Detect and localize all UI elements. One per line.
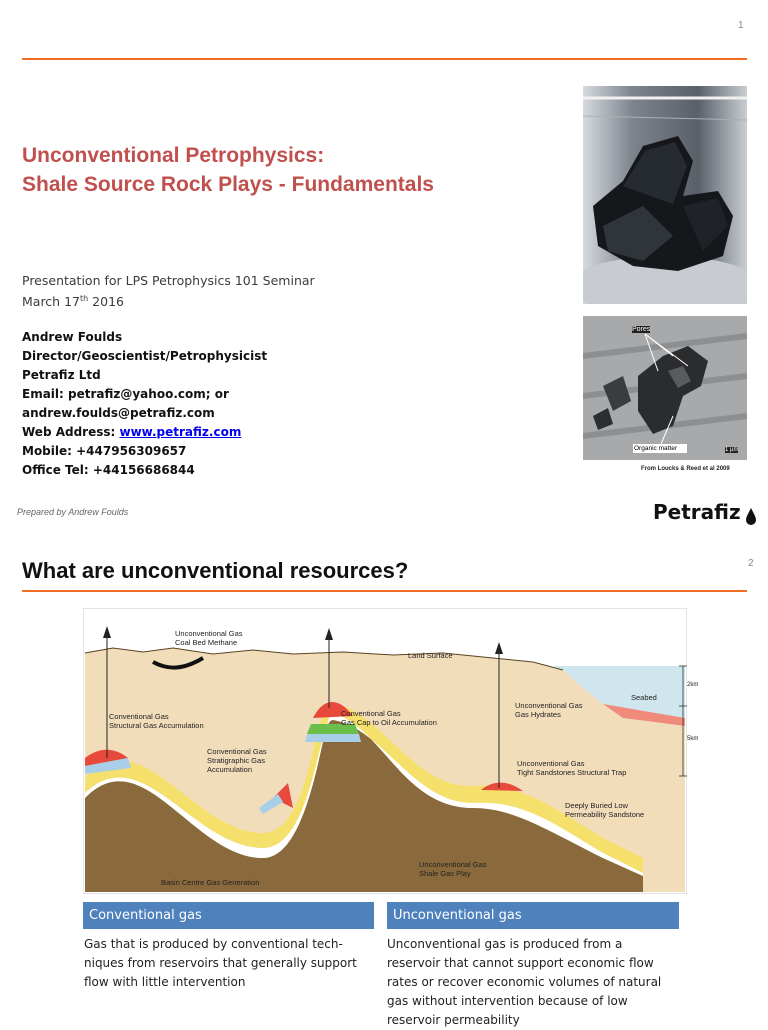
sem-organic-label: Organic matter (634, 445, 677, 452)
label-struct-2: Structural Gas Accumulation (109, 721, 204, 730)
page-number: 1 (738, 20, 744, 31)
label-hyd-2: Gas Hydrates (515, 710, 561, 719)
presentation-info (22, 272, 315, 311)
conventional-gas-header: Conventional gas (83, 902, 374, 929)
unconv-line-5: reservoir permeability (387, 1013, 520, 1027)
web-label: Web Address: (22, 425, 120, 439)
unconv-line-3: rates or recover economic volumes of natural (387, 975, 662, 989)
sem-image (583, 316, 747, 460)
author-office: Office Tel: +44156686844 (22, 463, 195, 477)
label-deep-1: Deeply Buried Low (565, 801, 628, 810)
unconv-line-4: gas without intervention because of low (387, 994, 628, 1008)
conv-line-1: Gas that is produced by conventional tech- (84, 937, 343, 951)
conventional-gas-text (84, 935, 374, 992)
label-shale-1: Unconventional Gas (419, 860, 487, 869)
slide2-title: What are unconventional resources? (22, 558, 409, 583)
image-caption: From Loucks & Reed et al 2009 (641, 466, 730, 472)
unconv-line-2: reservoir that cannot support economic flow (387, 956, 654, 970)
date-sup: th (79, 294, 89, 303)
web-link[interactable]: www.petrafiz.com (119, 425, 242, 439)
label-deep-sand (565, 801, 644, 819)
slide-title (22, 141, 562, 199)
label-hydrates (515, 701, 583, 719)
label-cap-1: Conventional Gas (341, 709, 401, 718)
label-deep-2: Permeability Sandstone (565, 810, 645, 819)
label-coal-2: Coal Bed Methane (175, 638, 238, 647)
label-structural (109, 712, 204, 730)
author-block (22, 328, 267, 480)
conv-line-3: flow with little intervention (84, 975, 246, 989)
sem-pores-label: Pores (632, 326, 651, 333)
label-shale-2: Shale Gas Play (419, 869, 471, 878)
petrafiz-logo (653, 500, 757, 530)
label-hyd-1: Unconventional Gas (515, 701, 583, 710)
label-strat-2: Stratigraphic Gas (207, 756, 265, 765)
label-tight-2: Tight Sandstones Structural Trap (517, 768, 627, 777)
cross-section-svg (83, 608, 687, 894)
label-stratigraphic (207, 747, 267, 774)
label-shale (419, 860, 487, 878)
label-basin: Basin Centre Gas Generation (161, 878, 260, 887)
label-strat-1: Conventional Gas (207, 747, 267, 756)
conv-line-2: niques from reservoirs that generally support (84, 956, 357, 970)
date-text: March 17 (22, 294, 80, 310)
label-tight-1: Unconventional Gas (517, 759, 585, 768)
logo-text: Petrafiz (653, 500, 741, 524)
unconventional-gas-header: Unconventional gas (387, 902, 679, 929)
label-depth-5km: 5km (687, 736, 699, 742)
page-number-2: 2 (748, 558, 754, 569)
label-strat-3: Accumulation (207, 765, 253, 774)
gas-resources-diagram (83, 608, 699, 894)
label-depth-2km: 2km (687, 682, 699, 688)
label-land-surface: Land Surface (408, 651, 453, 660)
label-coal-bed (175, 629, 243, 647)
header-rule (22, 58, 747, 60)
label-cap-2: Gas Cap to Oil Accumulation (341, 718, 437, 727)
unconventional-gas-text (387, 935, 687, 1030)
label-coal-1: Unconventional Gas (175, 629, 243, 638)
title-line-1: Unconventional Petrophysics: (22, 144, 325, 167)
shale-core-photo (583, 86, 747, 304)
footer-prepared-by: Prepared by Andrew Foulds (17, 507, 129, 517)
author-mobile: Mobile: +447956309657 (22, 444, 187, 458)
label-seabed: Seabed (631, 693, 657, 702)
label-tight-sand (517, 759, 626, 777)
presentation-for: Presentation for LPS Petrophysics 101 Seminar (22, 273, 315, 288)
author-company: Petrafiz Ltd (22, 368, 101, 382)
sem-scale-label: 1 µm (725, 447, 739, 453)
label-struct-1: Conventional Gas (109, 712, 169, 721)
title-line-2: Shale Source Rock Plays - Fundamentals (22, 173, 434, 196)
author-email-1: Email: petrafiz@yahoo.com; or (22, 387, 229, 401)
author-web (22, 423, 267, 442)
author-email-2: andrew.foulds@petrafiz.com (22, 406, 215, 420)
slide2-rule (22, 590, 747, 592)
presentation-date (22, 290, 315, 311)
date-year: 2016 (88, 294, 124, 310)
unconv-line-1: Unconventional gas is produced from a (387, 937, 623, 951)
droplet-icon (745, 507, 757, 530)
label-gas-cap (341, 709, 437, 727)
author-title: Director/Geoscientist/Petrophysicist (22, 349, 268, 363)
author-name: Andrew Foulds (22, 330, 123, 344)
